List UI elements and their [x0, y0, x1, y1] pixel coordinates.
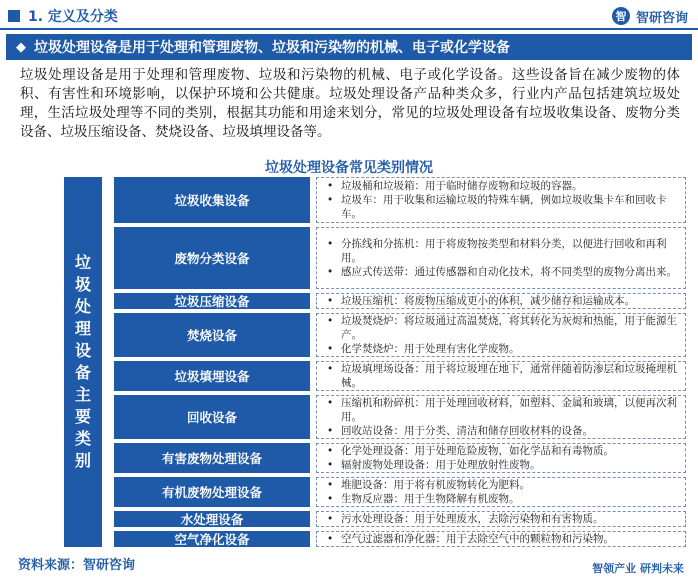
vertical-label-char: 要	[74, 407, 91, 426]
category-label: 水处理设备	[114, 511, 310, 527]
category-description	[316, 477, 686, 507]
category-diagram	[64, 177, 686, 547]
diamond-icon: ◆	[16, 39, 26, 55]
footer-slogan: 智领产业 研判未来	[592, 562, 684, 575]
category-label: 垃圾填埋设备	[114, 361, 310, 391]
vertical-label-char: 垃	[74, 253, 91, 272]
description-item: • 化学焚烧炉：用于处理有害化学废物。	[323, 342, 679, 356]
category-description	[316, 177, 686, 223]
category-description	[316, 313, 686, 357]
top-bar	[0, 0, 698, 30]
vertical-label-char: 别	[74, 451, 91, 470]
category-label: 回收设备	[114, 395, 310, 439]
description-item: • 垃圾压缩机：将废物压缩成更小的体积，减少储存和运输成本。	[323, 294, 679, 308]
vertical-label-char: 设	[74, 341, 91, 360]
category-label: 有害废物处理设备	[114, 443, 310, 473]
diagram-title: 垃圾处理设备常见类别情况	[265, 160, 433, 176]
vertical-label-char: 备	[74, 363, 91, 382]
vertical-label-char: 类	[74, 429, 91, 448]
description-item: • 垃圾填埋场设备：用于将垃圾埋在地下，通常伴随着防渗层和垃圾掩埋机械。	[323, 362, 679, 390]
category-description	[316, 531, 686, 547]
description-item: • 垃圾桶和垃圾箱：用于临时储存废物和垃圾的容器。	[323, 179, 679, 193]
category-label: 空气净化设备	[114, 531, 310, 547]
intro-paragraph: 垃圾处理设备是用于处理和管理废物、垃圾和污染物的机械、电子或化学设备。这些设备旨在减少废物的体积、有害性和环境影响，以保护环境和公共健康。垃圾处理设备产品种类众多，行业内产品包括建筑垃圾处理，生活垃圾处理等不同的类别，根据其功能和用途来划分，常见的垃圾处理设备有垃圾收集设备、废物分类设备、垃圾压缩设备、焚烧设备、垃圾填埋设备等。	[20, 67, 680, 140]
description-item: • 垃圾车：用于收集和运输垃圾的特殊车辆，例如垃圾收集卡车和回收卡车。	[323, 193, 679, 221]
category-label: 有机废物处理设备	[114, 477, 310, 507]
description-item: • 空气过滤器和净化器：用于去除空气中的颗粒物和污染物。	[323, 532, 679, 546]
vertical-label-char: 处	[74, 297, 91, 316]
description-item: • 化学处理设备：用于处理危险废物，如化学品和有毒物质。	[323, 444, 679, 458]
category-description	[316, 227, 686, 289]
category-label: 焚烧设备	[114, 313, 310, 357]
vertical-label-char: 圾	[74, 275, 91, 294]
category-description	[316, 443, 686, 473]
category-description	[316, 361, 686, 391]
brand-name: 智研咨询	[635, 10, 688, 26]
brand	[612, 5, 688, 27]
vertical-label	[64, 177, 102, 547]
description-item: • 污水处理设备：用于处理废水，去除污染物和有害物质。	[323, 512, 679, 526]
description-item: • 压缩机和粉碎机：用于处理回收材料，如塑料、金属和玻璃，以便再次利用。	[323, 396, 679, 424]
category-label: 垃圾压缩设备	[114, 293, 310, 309]
banner-title: 垃圾处理设备是用于处理和管理废物、垃圾和污染物的机械、电子或化学设备	[34, 40, 510, 56]
description-item: • 分拣线和分拣机：用于将废物按类型和材料分类，以便进行回收和再利用。	[323, 237, 679, 265]
description-item: • 生物反应器：用于生物降解有机废物。	[323, 492, 679, 506]
category-label: 废物分类设备	[114, 227, 310, 289]
category-description	[316, 395, 686, 439]
category-description	[316, 511, 686, 527]
section-heading	[8, 5, 118, 27]
description-item: • 回收站设备：用于分类、清洁和储存回收材料的设备。	[323, 424, 679, 438]
square-icon	[8, 10, 20, 22]
brand-logo-icon: 智	[612, 7, 630, 25]
vertical-label-char: 理	[74, 319, 91, 338]
category-description	[316, 293, 686, 309]
description-item: • 堆肥设备：用于将有机废物转化为肥料。	[323, 478, 679, 492]
source-note	[18, 554, 135, 573]
description-item: • 感应式传送带：通过传感器和自动化技术，将不同类型的废物分离出来。	[323, 265, 679, 279]
source-label: 资料来源：	[18, 558, 84, 573]
title-banner	[6, 34, 692, 60]
description-item: • 垃圾焚烧炉：将垃圾通过高温焚烧，将其转化为灰烬和热能，用于能源生产。	[323, 314, 679, 342]
vertical-label-char: 主	[74, 385, 91, 404]
description-item: • 辐射废物处理设备：用于处理放射性废物。	[323, 458, 679, 472]
category-label: 垃圾收集设备	[114, 177, 310, 223]
source-value: 智研咨询	[83, 558, 136, 573]
section-title: 1. 定义及分类	[28, 9, 118, 25]
